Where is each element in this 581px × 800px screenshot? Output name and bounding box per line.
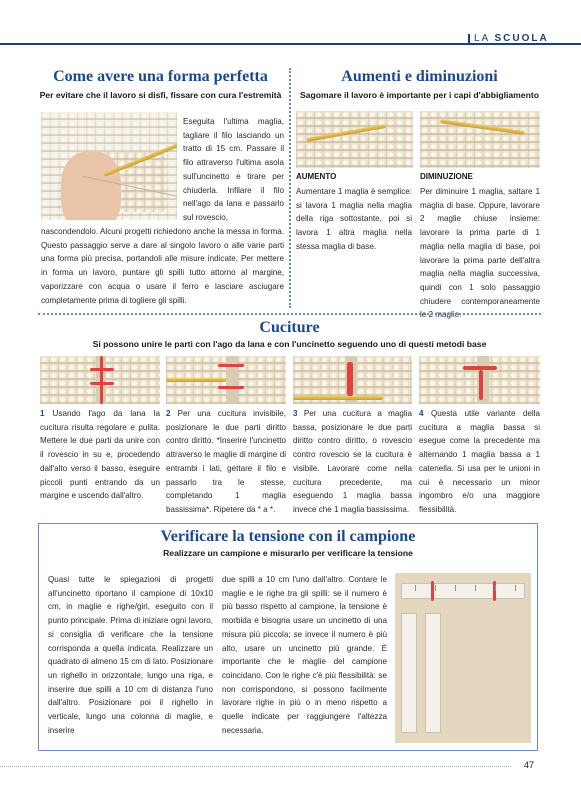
cucitura-photo-4: [419, 356, 540, 404]
forma-text-side: Eseguita l'ultima maglia, tagliare il filo lasciando un tratto di 15 cm. Passare il filo attraverso l'ultima asola sull'uncinetto e tirare per chiuderla. Infilare il filo nell'ago da lana e passarlo sul rovescio,: [183, 117, 284, 222]
cucitura-photo-3: [293, 356, 412, 404]
cuciture-subtitle: Si possono unire le parti con l'ago da lana e con l'uncinetto seguendo uno di questi metodi base: [92, 339, 487, 349]
aumenti-subtitle: Sagomare il lavoro è importante per i capi d'abbigliamento: [300, 90, 539, 100]
header-divider: [468, 34, 470, 44]
section-divider: [38, 313, 541, 315]
tensione-photo: [395, 573, 531, 743]
forma-subtitle: Per evitare che il lavoro si disfi, fissare con cura l'estremità: [39, 90, 282, 100]
aumento-text: Aumentare 1 maglia è semplice: si lavora 1 maglia nella maglia della riga sottostante, poi si lavora 1 altra maglia nella stessa maglia di base.: [296, 187, 412, 251]
cucitura-photo-2: [166, 356, 286, 404]
forma-text-main: nascondendolo. Alcuni progetti richiedono anche la messa in forma. Questo passaggio serve a dare al singolo lavoro o alle varie parti una forma più precisa, portandoli alle misure indicate. Per mettere in forma un lavoro, puntare gli spilli tutto attorno al margine, vaporizzare con acqua o usare il ferro e lasciare asciugare completamente prima di togliere gli spilli.: [41, 227, 284, 305]
cucitura-text-3: 3 Per una cucitura a maglia bassa, posizionare le due parti diritto contro diritto, o rovescio contro rovescio se la cucitura è visibile. Lavorare come nella cucitura precedente, ma eseguendo 1 maglia bassa invece che 1 maglia bassissima.: [293, 409, 412, 514]
cucitura-text-2: 2 Per una cucitura invisibile, posizionare le due parti diritto contro diritto. *Inserire l'uncinetto attraverso le maglie di margine di entrambi i lati, gettare il filo e passarlo tra le stesse, completando 1 maglia bassissima*. Ripetere da * a *.: [166, 409, 287, 514]
aumento-photo: [296, 111, 413, 168]
aumenti-title: Aumenti e diminuzioni: [341, 68, 498, 85]
footer-rule: [0, 766, 511, 767]
cucitura-text-4: 4 Questa utile variante della cucitura a maglia bassa si esegue come la precedente ma alternando 1 maglia bassa a 1 catenella. Si usa per le unioni in cui è necessario un minor ingombro e/o una maggiore flessibilità.: [419, 409, 541, 514]
page-number: 47: [524, 760, 535, 770]
diminuzione-photo: [420, 111, 540, 168]
column-divider: [289, 68, 291, 308]
cuciture-title: Cuciture: [259, 319, 320, 336]
tensione-subtitle: Realizzare un campione e misurarlo per verificare la tensione: [163, 548, 413, 558]
tensione-title: Verificare la tensione con il campione: [160, 528, 416, 545]
tensione-text-col1: Quasi tutte le spiegazioni di progetti all'uncinetto riportano il campione di 10x10 cm, in maglie e righe/giri, eseguito con il punto principale. Prima di iniziare ogni lavoro, si consiglia di verificare che la tensione corrisponda a quella indicata. Realizzare un quadrato di almeno 15 cm di lato. Posizionare un righello in orizzontale, lungo una riga, e inserire due spilli a 10 cm di distanza l'uno dall'altro. Posizionare poi il righello in verticale, lungo una colonna di maglie, e inserire: [48, 575, 213, 735]
diminuzione-heading: DIMINUZIONE: [420, 172, 473, 181]
cucitura-text-1: 1 Usando l'ago da lana la cucitura risulta regolare e pulita. Mettere le due parti da unire con il rovescio in su e, procedendo dall'alto verso il basso, eseguire piccoli punti entrando da un margine e uscendo dall'altro.: [40, 409, 160, 501]
tensione-text-col2: due spilli a 10 cm l'uno dall'altro. Contare le maglie e le righe tra gli spilli: se il numero è più basso rispetto al campione, la tensione è morbida e bisogna usare un uncinetto di una misura più piccola; se invece il numero è più alto, usare un uncinetto più grande. È importante che le maglie del campione coincidano. Con le righe c'è più flessibilità: se non corrispondono, si possono facilmente lavorare righe in più o in meno rispetto a quelle indicate per raggiungere l'altezza necessaria.: [222, 575, 387, 735]
diminuzione-text: Per diminuire 1 maglia, saltare 1 maglia di base. Oppure, lavorare 2 maglie chiuse insieme: lavorare la prima parte di 1 maglia nella maglia di base, poi lavorare la prima parte dell'altra maglia nella maglia successiva, quindi con 1 solo passaggio chiudere contemporaneamente le 2 maglie.: [420, 187, 540, 320]
forma-title: Come avere una forma perfetta: [53, 68, 268, 85]
section-label: LA SCUOLA: [474, 33, 549, 44]
forma-photo: [41, 112, 177, 220]
aumento-heading: AUMENTO: [296, 172, 337, 181]
cucitura-photo-1: [40, 356, 160, 404]
